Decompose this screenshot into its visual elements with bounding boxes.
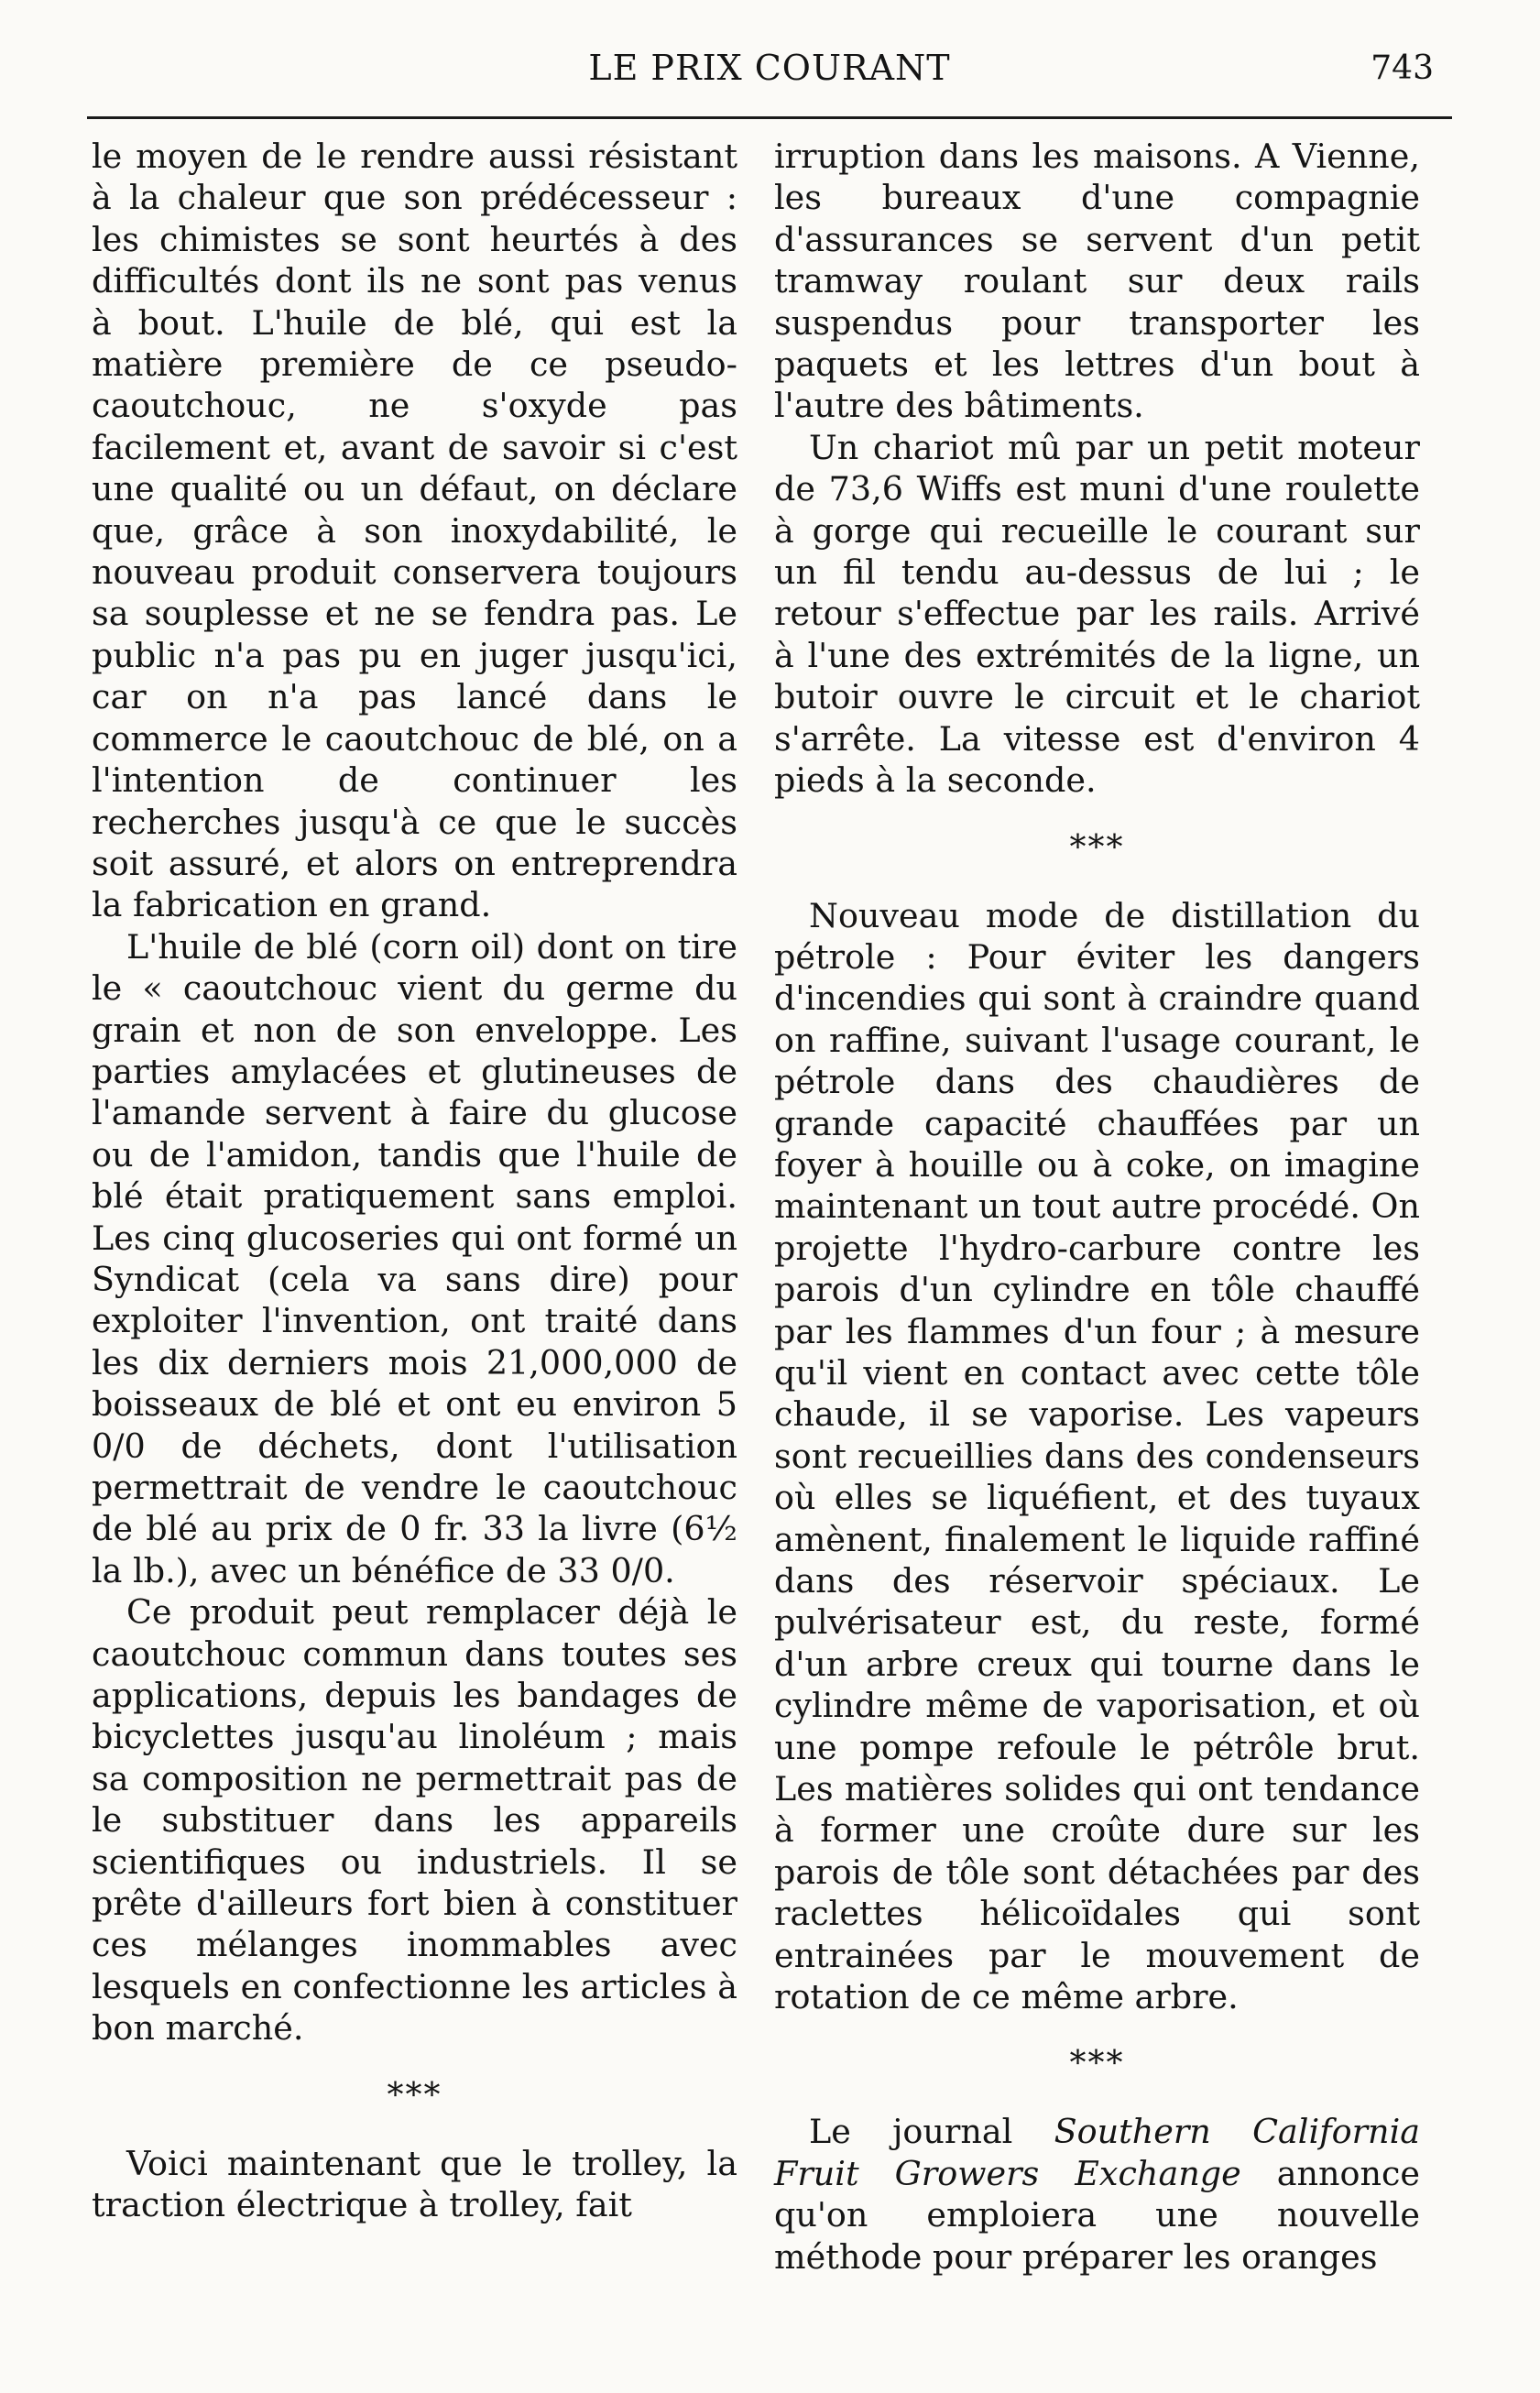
left-paragraph-3: Ce produit peut remplacer déjà le caoutchouc commun dans toutes ses applications, depuis les bandages de bicyclettes jusqu'au linoléum ; mais sa composition ne permettrait pas de le substituer dans les appareils scientifiques ou industriels. Il se prête d'ailleurs fort bien à constituer ces mélanges inommables avec lesquels en confectionne les articles à bon marché.	[92, 1592, 737, 2049]
right-paragraph-1: irruption dans les maisons. A Vienne, les bureaux d'une compagnie d'assurances se servent d'un petit tramway roulant sur deux rails suspendus pour transporter les paquets et les lettres d'un bout à l'autre des bâtiments.	[774, 137, 1420, 426]
page-number: 743	[1371, 49, 1434, 87]
section-asterism: ***	[1069, 2045, 1125, 2083]
right-paragraph-3: Nouveau mode de distillation du pétrole : Pour éviter les dangers d'incendies qui sont à craindre quand on raffine, suivant l'usage courant, le pétrole dans des chaudières de grande capacité chauffées par un foyer à houille ou à coke, on imagine maintenant un tout autre procédé. On projette l'hydro-carbure contre les parois d'un cylindre en tôle chauffé par les flammes d'un four ; à mesure qu'il vient en contact avec cette tôle chaude, il se vaporise. Les vapeurs sont recueillies dans des condenseurs où elles se liquéfient, et des tuyaux amènent, finalement le liquide raffiné dans des réservoir spéciaux. Le pulvérisateur est, du reste, formé d'un arbre creux qui tourne dans le cylindre même de vaporisation, et où une pompe refoule le pétrôle brut. Les matières solides qui ont tendance à former une croûte dure sur les parois de tôle sont détachées par des raclettes hélicoïdales qui sont entrainées par le mouvement de rotation de ce même arbre.	[774, 895, 1420, 2017]
paragraph-text: Le journal	[809, 2112, 1054, 2152]
left-paragraph-2: L'huile de blé (corn oil) dont on tire le « caoutchouc vient du germe du grain et non de son enveloppe. Les parties amylacées et glutineuses de l'amande servent à faire du glucose ou de l'amidon, tandis que l'huile de blé était pratiquement sans emploi. Les cinq glucoseries qui ont formé un Syndicat (cela va sans dire) pour exploiter l'invention, ont traité dans les dix derniers mois 21,000,000 de boisseaux de blé et ont eu environ 5 0/0 de déchets, dont l'utilisation permettrait de vendre le caoutchouc de blé au prix de 0 fr. 33 la livre (6½ la lb.), avec un bénéfice de 33 0/0.	[92, 926, 737, 1590]
section-asterism: ***	[387, 2076, 442, 2114]
left-paragraph-1: le moyen de le rendre aussi résistant à la chaleur que son prédécesseur : les chimistes se sont heurtés à des difficultés dont ils ne sont pas venus à bout. L'huile de blé, qui est la matière première de ce pseudo-caoutchouc, ne s'oxyde pas facilement et, avant de savoir si c'est une qualité ou un défaut, on déclare que, grâce à son inoxydabilité, le nouveau produit conservera toujours sa souplesse et ne se fendra pas. Le public n'a pas pu en juger jusqu'ici, car on n'a pas lancé dans le commerce le caoutchouc de blé, on a l'intention de continuer les recherches jusqu'à ce que le succès soit assuré, et alors on entreprendra la fabrication en grand.	[92, 137, 737, 925]
running-title: LE PRIX COURANT	[588, 48, 951, 88]
header-rule	[87, 116, 1452, 119]
left-column	[92, 136, 737, 2226]
page-header	[87, 48, 1452, 112]
left-paragraph-4: Voici maintenant que le trolley, la traction électrique à trolley, fait	[92, 2143, 737, 2225]
section-asterism: ***	[1069, 828, 1125, 867]
right-column	[774, 136, 1420, 2278]
right-paragraph-2: Un chariot mû par un petit moteur de 73,6 Wiffs est muni d'une roulette à gorge qui recueille le courant sur un fil tendu au-dessus de lui ; le retour s'effectue par les rails. Arrivé à l'une des extrémités de la ligne, un butoir ouvre le circuit et le chariot s'arrête. La vitesse est d'environ 4 pieds à la seconde.	[774, 427, 1420, 801]
right-paragraph-4	[774, 2111, 1420, 2278]
journal-title: Southern California Fruit Growers Exchange	[774, 2112, 1421, 2193]
paragraph-text: annonce qu'on emploiera une nouvelle méthode pour préparer les oranges	[774, 2153, 1421, 2277]
